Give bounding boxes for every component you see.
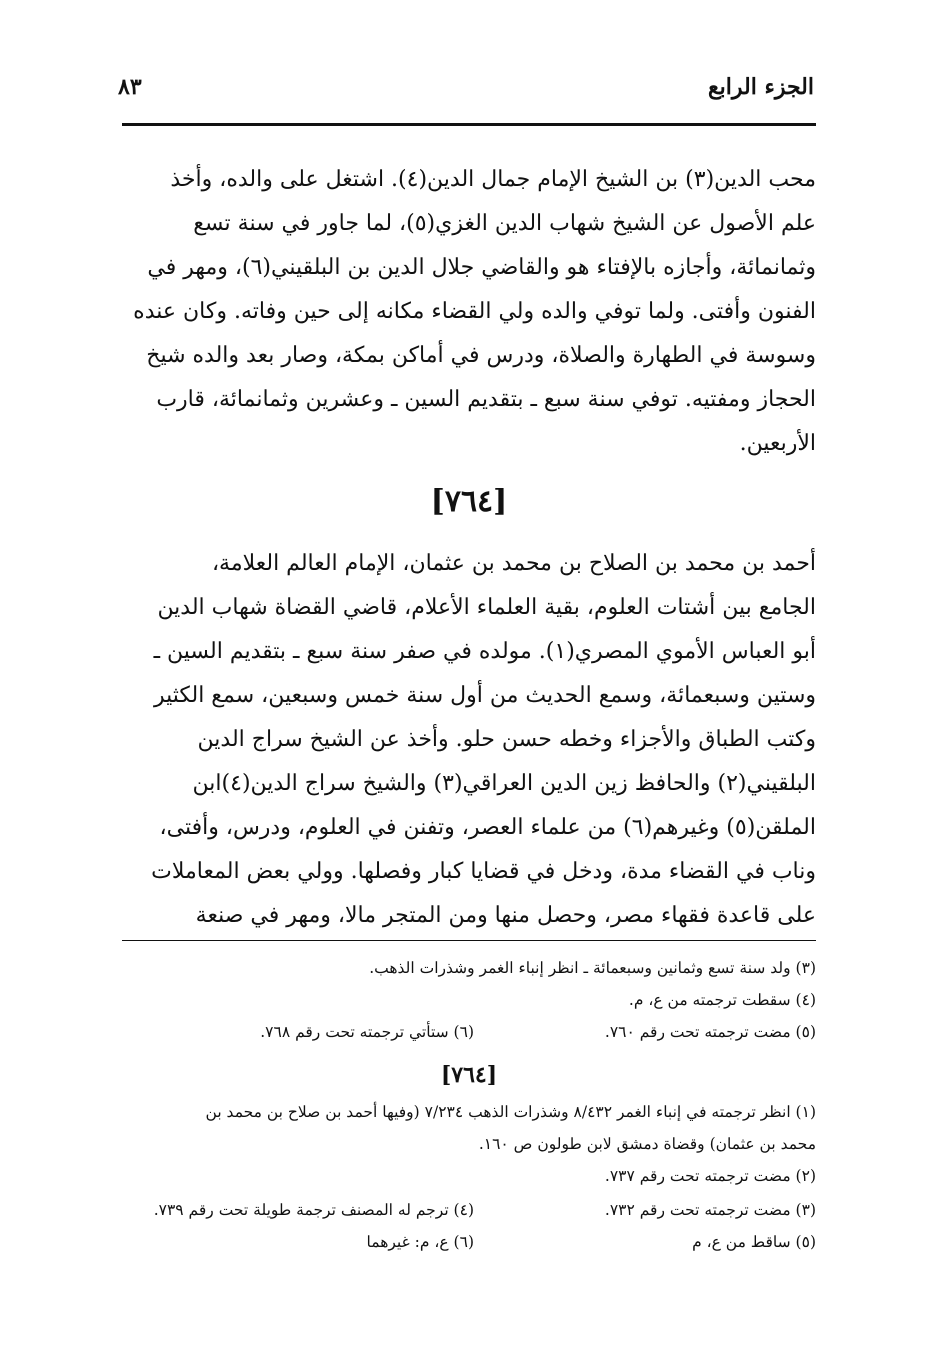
footnote: (١) انظر ترجمته في إنباء الغمر ٨/٤٣٢ وشذرات الذهب ٧/٢٣٤ (وفيها أحمد بن صلاح بن محمد بن bbox=[205, 1103, 816, 1121]
body-line: الفنون وأفتى. ولما توفي والده ولي القضاء مكانه إلى حين وفاته. وكان عنده bbox=[133, 299, 816, 324]
footnote: (٣) مضت ترجمته تحت رقم ٧٣٢. bbox=[604, 1201, 816, 1219]
footnote: (٤) ترجم له المصنف ترجمة طويلة تحت رقم ٧٣٩. bbox=[153, 1201, 474, 1219]
body-line: محب الدين(٣) بن الشيخ الإمام جمال الدين(٤). اشتغل على والده، وأخذ bbox=[170, 167, 816, 192]
running-header-title: الجزء الرابع bbox=[707, 74, 814, 100]
footnote: (٦) ع، م: غيرهما bbox=[366, 1233, 474, 1251]
page-number: ٨٣ bbox=[118, 74, 142, 100]
body-line: وكتب الطباق والأجزاء وخطه حسن حلو. وأخذ عن الشيخ سراج الدين bbox=[197, 727, 816, 752]
body-line: الحجاز ومفتيه. توفي سنة سبع ـ بتقديم السين ـ وعشرين وثمانمائة، قارب bbox=[156, 387, 816, 412]
footnote-entry-heading: [٧٦٤] bbox=[440, 1062, 498, 1088]
footnote: (٣) ولد سنة تسع وثمانين وسبعمائة ـ انظر إنباء الغمر وشذرات الذهب. bbox=[369, 959, 816, 977]
body-line: أحمد بن محمد بن الصلاح بن محمد بن عثمان، الإمام العالم العلامة، bbox=[211, 551, 816, 576]
footnote: (٢) مضت ترجمته تحت رقم ٧٣٧. bbox=[604, 1167, 816, 1185]
body-line: على قاعدة فقهاء مصر، وحصل منها ومن المتجر مالا، ومهر في صنعة bbox=[195, 903, 816, 928]
body-line: أبو العباس الأموي المصري(١). مولده في صفر سنة سبع ـ بتقديم السين ـ bbox=[153, 639, 816, 664]
body-line: البلقيني(٢) والحافظ زين الدين العراقي(٣) والشيخ سراج الدين(٤)ابن bbox=[192, 771, 816, 796]
body-line: وسوسة في الطهارة والصلاة، ودرس في أماكن بمكة، وصار بعد والده شيخ bbox=[146, 343, 816, 368]
body-line: وناب في القضاء مدة، ودخل في قضايا كبار وفصلها. وولي بعض المعاملات bbox=[151, 859, 816, 884]
footnote: (٤) سقطت ترجمته من ع، م. bbox=[628, 991, 816, 1009]
footnote: (٦) ستأتي ترجمته تحت رقم ٧٦٨. bbox=[260, 1023, 474, 1041]
body-line: علم الأصول عن الشيخ شهاب الدين الغزي(٥)، لما جاور في سنة تسع bbox=[193, 211, 816, 236]
footnote: محمد بن عثمان) وقضاة دمشق لابن طولون ص ١٦٠. bbox=[478, 1135, 816, 1153]
footnote-rule bbox=[122, 940, 816, 941]
body-line: وثمانمائة، وأجازه بالإفتاء هو والقاضي جلال الدين بن البلقيني(٦)، ومهر في bbox=[147, 255, 816, 280]
body-line: الملقن(٥) وغيرهم(٦) من علماء العصر، وتفنن في العلوم، ودرس، وأفتى، bbox=[159, 815, 816, 840]
body-line: وستين وسبعمائة، وسمع الحديث من أول سنة خمس وسبعين، سمع الكثير bbox=[153, 683, 816, 708]
body-line: الأربعين. bbox=[739, 431, 816, 456]
header-rule bbox=[122, 123, 816, 126]
footnote: (٥) ساقط من ع، م bbox=[692, 1233, 816, 1251]
body-line: الجامع بين أشتات العلوم، بقية العلماء الأعلام، قاضي القضاة شهاب الدين bbox=[157, 595, 816, 620]
footnote: (٥) مضت ترجمته تحت رقم ٧٦٠. bbox=[604, 1023, 816, 1041]
entry-number-heading: [٧٦٤] bbox=[430, 484, 508, 519]
